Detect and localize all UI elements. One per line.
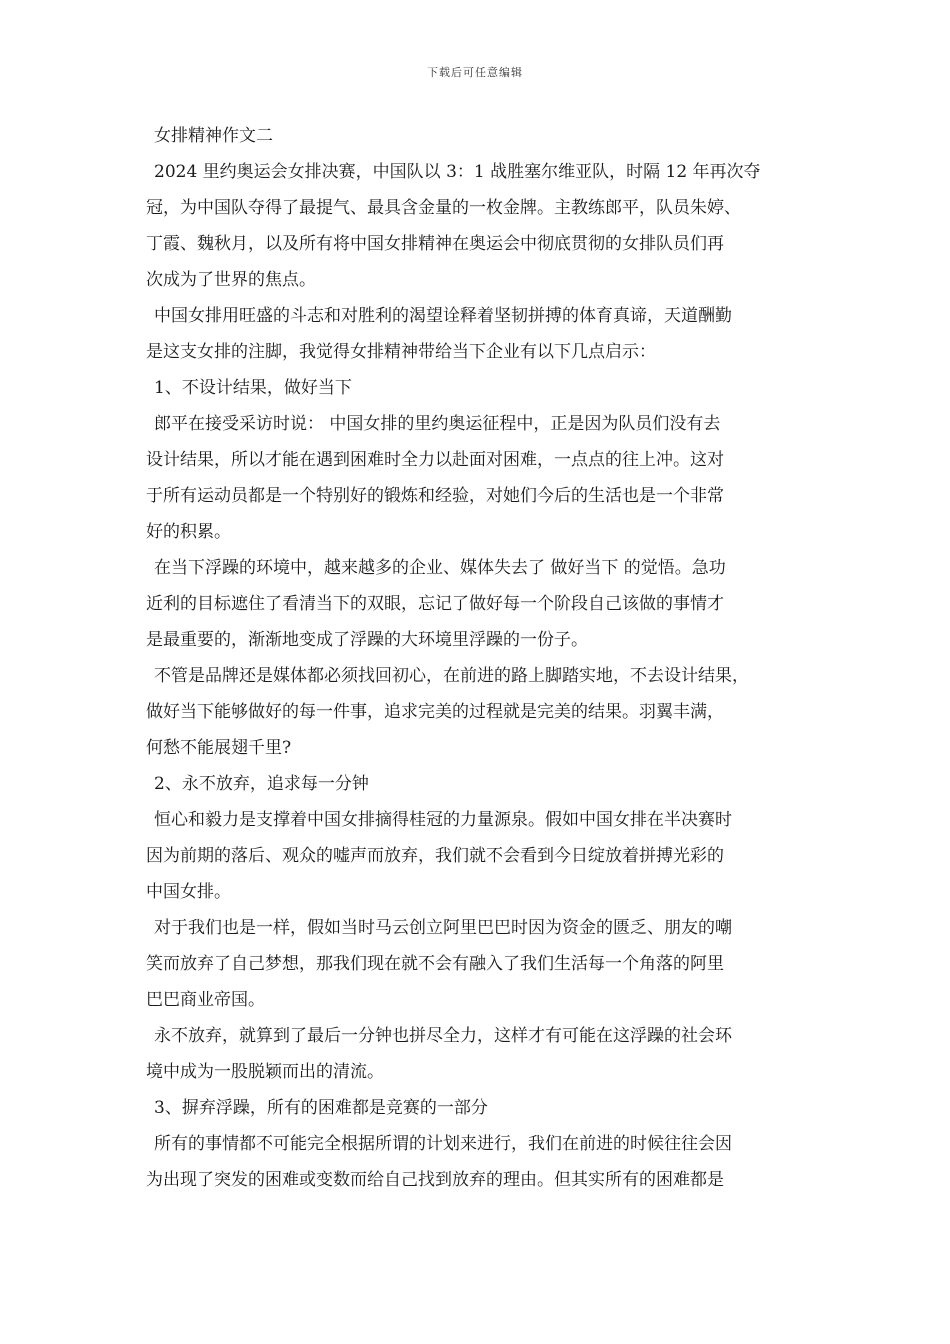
paragraph-line: 所有的事情都不可能完全根据所谓的计划来进行，我们在前进的时候往往会因 (154, 1134, 732, 1154)
paragraph-line: 丁霞、魏秋月，以及所有将中国女排精神在奥运会中彻底贯彻的女排队员们再 (146, 234, 724, 254)
page-header: 下载后可任意编辑 (427, 66, 523, 79)
paragraph-line: 近利的目标遮住了看清当下的双眼，忘记了做好每一个阶段自己该做的事情才 (146, 594, 724, 614)
paragraph-line: 何愁不能展翅千里? (146, 738, 292, 758)
paragraph-line: 设计结果，所以才能在遇到困难时全力以赴面对困难，一点点的往上冲。这对 (146, 450, 724, 470)
paragraph-line: 因为前期的落后、观众的嘘声而放弃，我们就不会看到今日绽放着拼搏光彩的 (146, 846, 724, 866)
paragraph-line: 2024 里约奥运会女排决赛，中国队以 3：1 战胜塞尔维亚队，时隔 12 年再次夺 (154, 162, 761, 182)
document-title: 女排精神作文二 (154, 126, 273, 146)
paragraph-line: 巴巴商业帝国。 (146, 990, 265, 1010)
paragraph-line: 笑而放弃了自己梦想，那我们现在就不会有融入了我们生活每一个角落的阿里 (146, 954, 724, 974)
paragraph-line: 于所有运动员都是一个特别好的锻炼和经验，对她们今后的生活也是一个非常 (146, 486, 724, 506)
paragraph-line: 中国女排。 (146, 882, 231, 902)
section-heading: 3、摒弃浮躁，所有的困难都是竞赛的一部分 (154, 1098, 488, 1118)
paragraph-line: 为出现了突发的困难或变数而给自己找到放弃的理由。但其实所有的困难都是 (146, 1170, 724, 1190)
paragraph-line: 次成为了世界的焦点。 (146, 270, 316, 290)
paragraph-line: 永不放弃，就算到了最后一分钟也拼尽全力，这样才有可能在这浮躁的社会环 (154, 1026, 732, 1046)
paragraph-line: 恒心和毅力是支撑着中国女排摘得桂冠的力量源泉。假如中国女排在半决赛时 (154, 810, 732, 830)
paragraph-line: 是这支女排的注脚，我觉得女排精神带给当下企业有以下几点启示： (146, 342, 656, 362)
paragraph-line: 境中成为一股脱颖而出的清流。 (146, 1062, 384, 1082)
paragraph-line: 中国女排用旺盛的斗志和对胜利的渴望诠释着坚韧拼搏的体育真谛，天道酬勤 (154, 306, 732, 326)
paragraph-line: 冠，为中国队夺得了最提气、最具含金量的一枚金牌。主教练郎平，队员朱婷、 (146, 198, 741, 218)
paragraph-line: 不管是品牌还是媒体都必须找回初心，在前进的路上脚踏实地，不去设计结果， (154, 666, 749, 686)
document-body (146, 118, 812, 1198)
paragraph-line: 好的积累。 (146, 522, 231, 542)
paragraph-line: 在当下浮躁的环境中，越来越多的企业、媒体失去了 做好当下 的觉悟。急功 (154, 558, 726, 578)
paragraph-line: 对于我们也是一样，假如当时马云创立阿里巴巴时因为资金的匮乏、朋友的嘲 (154, 918, 732, 938)
paragraph-line: 是最重要的，渐渐地变成了浮躁的大环境里浮躁的一份子。 (146, 630, 588, 650)
paragraph-line: 郎平在接受采访时说： 中国女排的里约奥运征程中，正是因为队员们没有去 (154, 414, 721, 434)
section-heading: 2、永不放弃，追求每一分钟 (154, 774, 369, 794)
section-heading: 1、不设计结果，做好当下 (154, 378, 352, 398)
paragraph-line: 做好当下能够做好的每一件事，追求完美的过程就是完美的结果。羽翼丰满， (146, 702, 724, 722)
